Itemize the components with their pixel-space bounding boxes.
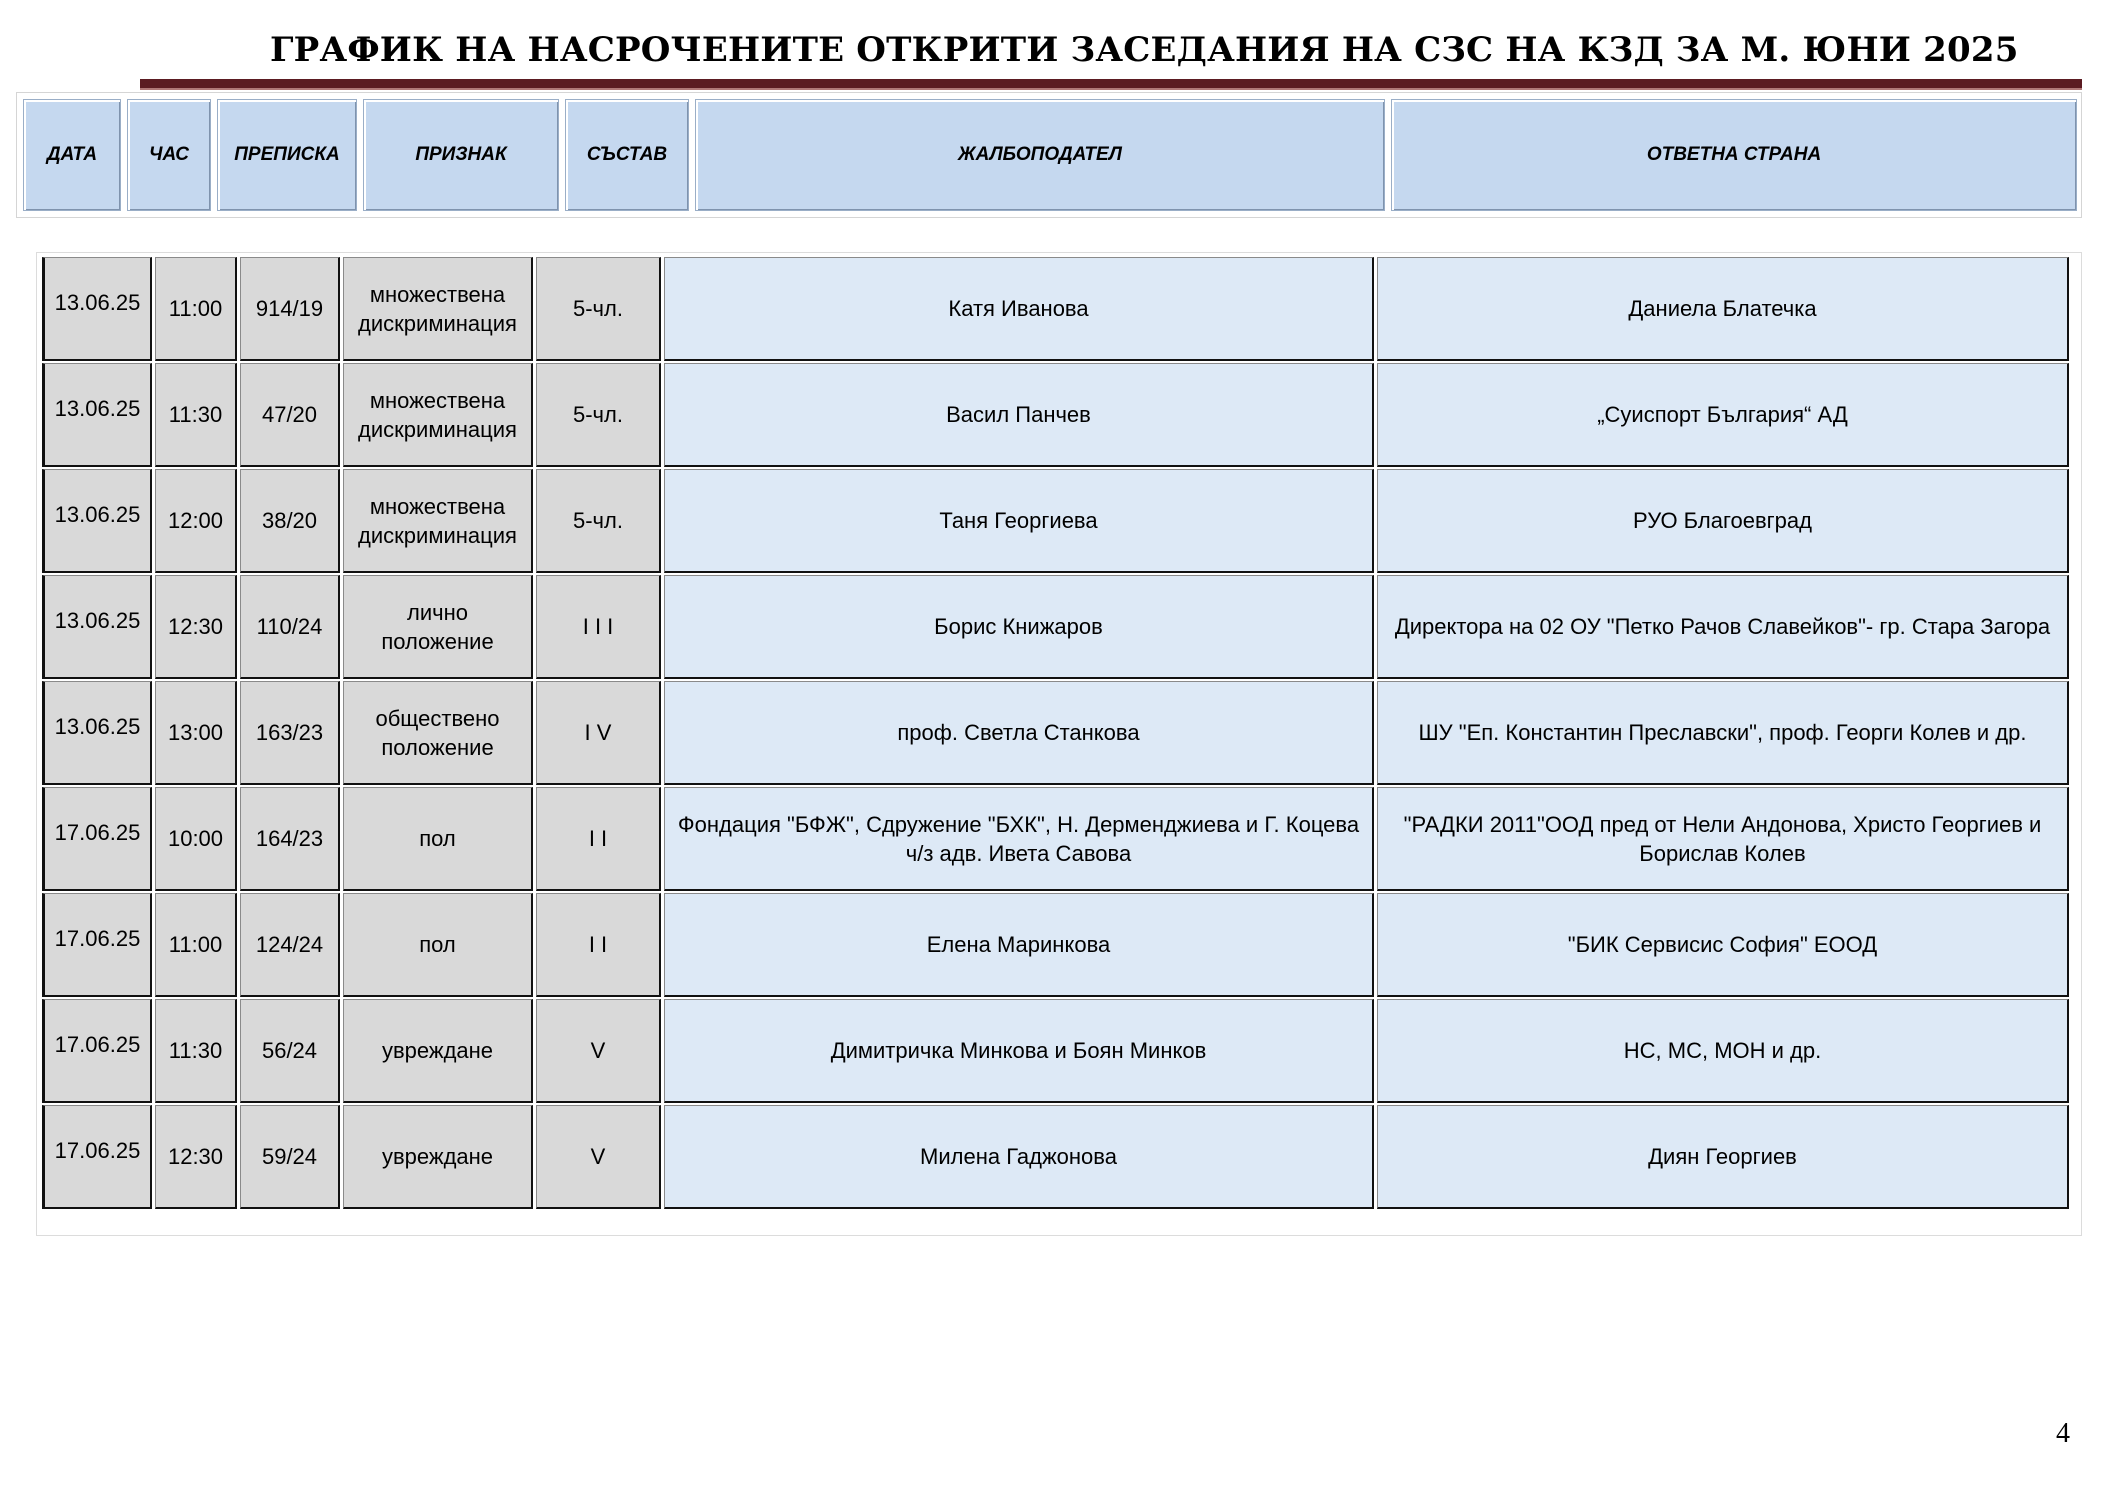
time-cell: 11:00 (155, 893, 237, 997)
time-cell: 11:00 (155, 257, 237, 361)
date-cell: 13.06.25 (42, 363, 152, 467)
sign-cell: обществено положение (343, 681, 533, 785)
time-cell: 12:30 (155, 575, 237, 679)
respondent-cell: РУО Благоевград (1377, 469, 2069, 573)
table-row (42, 787, 2069, 891)
panel-cell: V (536, 1105, 661, 1209)
page-number: 4 (2056, 1418, 2070, 1449)
table-row (42, 257, 2069, 361)
column-header-case: ПРЕПИСКА (217, 99, 357, 211)
date-cell: 13.06.25 (42, 575, 152, 679)
date-cell: 17.06.25 (42, 893, 152, 997)
table-row (42, 1105, 2069, 1209)
case-cell: 164/23 (240, 787, 340, 891)
sign-cell: пол (343, 787, 533, 891)
table-row (42, 575, 2069, 679)
sign-cell: пол (343, 893, 533, 997)
respondent-cell: ШУ "Еп. Константин Преславски", проф. Георги Колев и др. (1377, 681, 2069, 785)
page-title: ГРАФИК НА НАСРОЧЕНИТЕ ОТКРИТИ ЗАСЕДАНИЯ НА СЗС НА КЗД ЗА М. ЮНИ 2025 (270, 30, 2019, 70)
time-cell: 12:00 (155, 469, 237, 573)
time-cell: 13:00 (155, 681, 237, 785)
panel-cell: I V (536, 681, 661, 785)
panel-cell: V (536, 999, 661, 1103)
sign-cell: увреждане (343, 1105, 533, 1209)
panel-cell: 5-чл. (536, 469, 661, 573)
complainant-cell: Борис Книжаров (664, 575, 1374, 679)
time-cell: 11:30 (155, 999, 237, 1103)
table-row (42, 999, 2069, 1103)
column-header-complainant: ЖАЛБОПОДАТЕЛ (695, 99, 1385, 211)
table-row (42, 893, 2069, 997)
panel-cell: 5-чл. (536, 363, 661, 467)
title-divider (140, 79, 2082, 88)
complainant-cell: проф. Светла Станкова (664, 681, 1374, 785)
sign-cell: лично положение (343, 575, 533, 679)
hearings-table (36, 252, 2082, 1236)
complainant-cell: Васил Панчев (664, 363, 1374, 467)
panel-cell: 5-чл. (536, 257, 661, 361)
sign-cell: множествена дискриминация (343, 257, 533, 361)
sign-cell: множествена дискриминация (343, 363, 533, 467)
complainant-cell: Елена Маринкова (664, 893, 1374, 997)
case-cell: 56/24 (240, 999, 340, 1103)
complainant-cell: Фондация "БФЖ", Сдружение "БХК", Н. Дерменджиева и Г. Коцева ч/з адв. Ивета Савова (664, 787, 1374, 891)
respondent-cell: Даниела Блатечка (1377, 257, 2069, 361)
case-cell: 59/24 (240, 1105, 340, 1209)
sign-cell: увреждане (343, 999, 533, 1103)
column-header-panel: СЪСТАВ (565, 99, 689, 211)
respondent-cell: „Суиспорт България“ АД (1377, 363, 2069, 467)
date-cell: 13.06.25 (42, 257, 152, 361)
case-cell: 47/20 (240, 363, 340, 467)
column-header-sign: ПРИЗНАК (363, 99, 559, 211)
respondent-cell: НС, МС, МОН и др. (1377, 999, 2069, 1103)
complainant-cell: Милена Гаджонова (664, 1105, 1374, 1209)
panel-cell: I I (536, 787, 661, 891)
time-cell: 11:30 (155, 363, 237, 467)
case-cell: 124/24 (240, 893, 340, 997)
column-header-date: ДАТА (23, 99, 121, 211)
date-cell: 17.06.25 (42, 787, 152, 891)
respondent-cell: "БИК Сервисис София" ЕООД (1377, 893, 2069, 997)
column-header-time: ЧАС (127, 99, 211, 211)
case-cell: 38/20 (240, 469, 340, 573)
date-cell: 13.06.25 (42, 681, 152, 785)
date-cell: 17.06.25 (42, 999, 152, 1103)
table-row (42, 681, 2069, 785)
table-header (16, 92, 2082, 218)
respondent-cell: Директора на 02 ОУ "Петко Рачов Славейков"- гр. Стара Загора (1377, 575, 2069, 679)
respondent-cell: "РАДКИ 2011"ООД пред от Нели Андонова, Христо Георгиев и Борислав Колев (1377, 787, 2069, 891)
case-cell: 110/24 (240, 575, 340, 679)
column-header-respondent: ОТВЕТНА СТРАНА (1391, 99, 2077, 211)
time-cell: 12:30 (155, 1105, 237, 1209)
sign-cell: множествена дискриминация (343, 469, 533, 573)
complainant-cell: Катя Иванова (664, 257, 1374, 361)
respondent-cell: Диян Георгиев (1377, 1105, 2069, 1209)
table-row (42, 363, 2069, 467)
complainant-cell: Таня Георгиева (664, 469, 1374, 573)
panel-cell: I I I (536, 575, 661, 679)
complainant-cell: Димитричка Минкова и Боян Минков (664, 999, 1374, 1103)
panel-cell: I I (536, 893, 661, 997)
date-cell: 13.06.25 (42, 469, 152, 573)
date-cell: 17.06.25 (42, 1105, 152, 1209)
case-cell: 163/23 (240, 681, 340, 785)
case-cell: 914/19 (240, 257, 340, 361)
table-row (42, 469, 2069, 573)
time-cell: 10:00 (155, 787, 237, 891)
